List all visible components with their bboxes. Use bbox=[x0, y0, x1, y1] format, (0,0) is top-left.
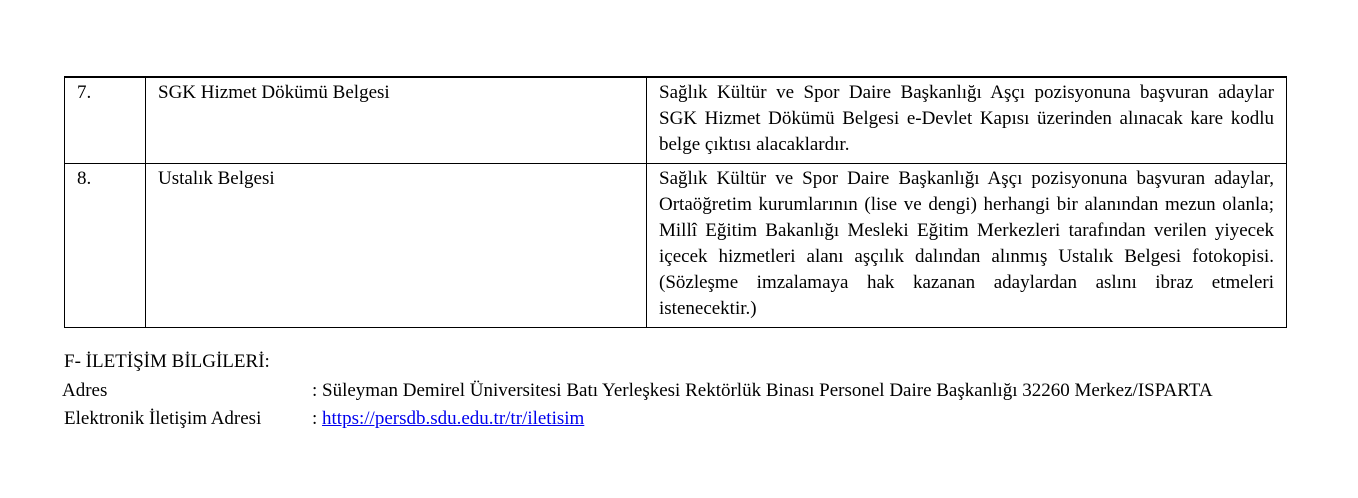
address-label: Adres bbox=[62, 380, 108, 401]
table-row bbox=[65, 164, 1287, 328]
document-description: Sağlık Kültür ve Spor Daire Başkanlığı Aşçı pozisyonuna başvuran adaylar, Ortaöğretim kurumlarının (lise ve dengi) herhangi bir alanından mezun olanla; Millî Eğitim Bakanlığı Mesleki Eğitim Merkezleri tarafından verilen yiyecek içecek hizmetleri alanı aşçılık dalından alınmış Ustalık Belgesi fotokopisi. (Sözleşme imzalamaya hak kazanan adaylardan aslını ibraz etmeleri istenecektir.) bbox=[647, 164, 1287, 328]
row-number: 8. bbox=[65, 164, 146, 328]
row-number: 7. bbox=[65, 77, 146, 164]
document-description: Sağlık Kültür ve Spor Daire Başkanlığı Aşçı pozisyonuna başvuran adaylar SGK Hizmet Dökümü Belgesi e-Devlet Kapısı üzerinden alınacak kare kodlu belge çıktısı alacaklardır. bbox=[647, 77, 1287, 164]
documents-table bbox=[64, 76, 1287, 328]
contact-link[interactable]: https://persdb.sdu.edu.tr/tr/iletisim bbox=[322, 408, 585, 429]
email-row bbox=[64, 407, 584, 431]
address-value: : Süleyman Demirel Üniversitesi Batı Yerleşkesi Rektörlük Binası Personel Daire Başkanlığı 32260 Merkez/ISPARTA bbox=[312, 380, 1213, 401]
table-row bbox=[65, 77, 1287, 164]
email-label: Elektronik İletişim Adresi bbox=[64, 408, 262, 429]
email-prefix: : bbox=[312, 408, 323, 429]
contact-section-title: F- İLETİŞİM BİLGİLERİ: bbox=[64, 351, 270, 372]
document-name: Ustalık Belgesi bbox=[146, 164, 647, 328]
document-name: SGK Hizmet Dökümü Belgesi bbox=[146, 77, 647, 164]
address-row bbox=[62, 379, 1213, 403]
